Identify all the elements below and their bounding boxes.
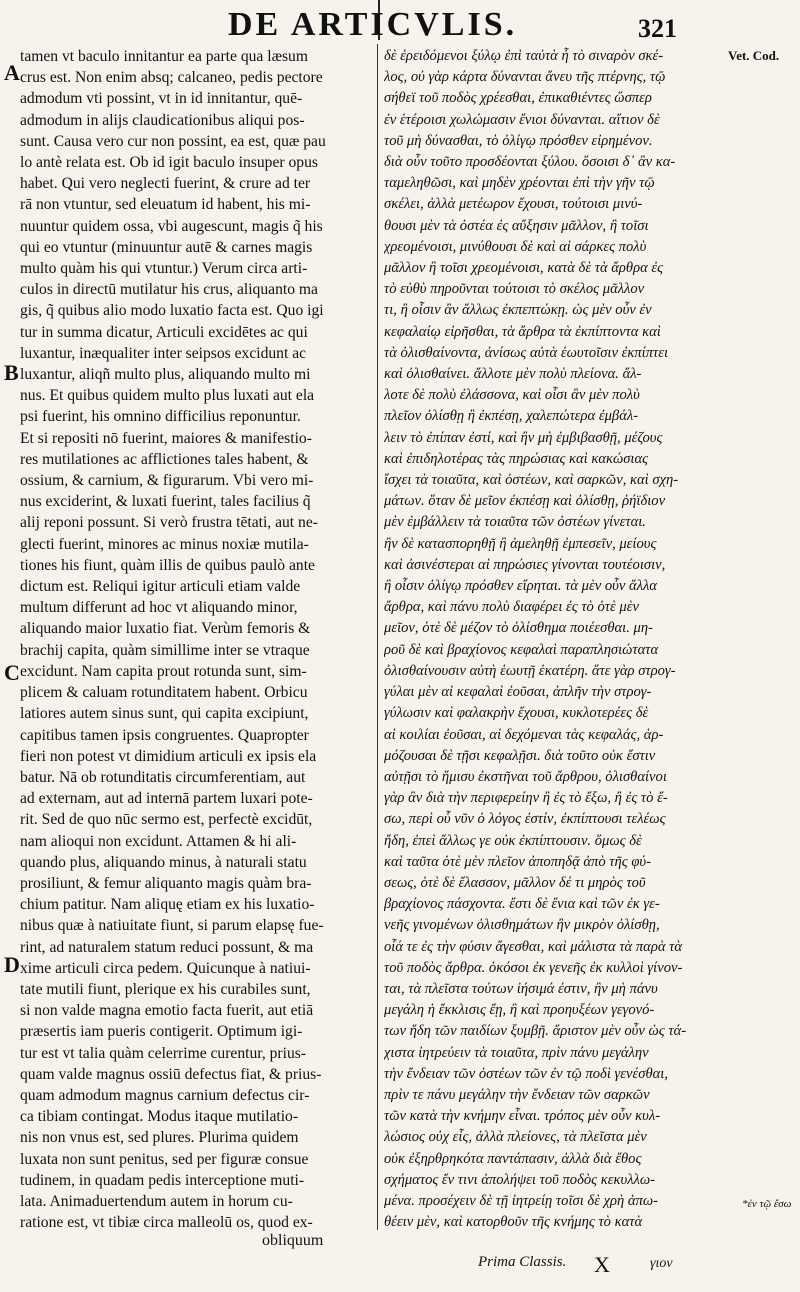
latin-text-line: quam valde magnus ossiū defectus fiat, & prius- [20,1065,322,1083]
latin-text-line: tur est vt talia quàm celerrime curentur, prius- [20,1044,307,1062]
greek-text-line: διὰ οὖν τοῦτο προσδέονται ξύλου. ὅσοισι δ᾽ ἂν κα- [384,154,676,171]
latin-text-line: culos in directū mutilatur his crus, aliquanto ma [20,281,318,299]
greek-text-line: λοτε δὲ πολὺ ἐλάσσονα, καὶ οἷσι ἂν μὲν πολὺ [384,387,640,404]
greek-text-line: κεφαλαίῳ εἰρῆσθαι, τὰ ἄρθρα τὰ ἐκπίπτοντα καὶ [384,323,661,340]
greek-text-line: ἐν ἑτέροισι χωλώμασιν ἔνιοι δύνανται. αἴτιον δὲ [384,111,660,128]
latin-text-line: nibus quæ à natiuitate fiunt, si parum elapsę fue- [20,917,324,935]
greek-text-line: λώσιος οὐχ εἷς, ἀλλὰ πλείονες, τὰ πλεῖστα μὲν [384,1129,647,1146]
greek-text-line: ἤδη, ἐπεὶ ἄλλως γε οὐκ ἐκπίπτουσιν. ὅμως δὲ [384,832,642,849]
margin-note-vet-cod: Vet. Cod. [728,48,780,63]
latin-text-line: luxantur, inæqualiter inter seipsos excidunt ac [20,344,307,362]
greek-text-line: σκέλει, ἀλλὰ μετέωρον ἔχουσι, τούτοισι μινύ- [384,196,643,213]
greek-text-line: μὲν ἐμβάλλειν τὰ τοιαῦτα τῶν ὀστέων γίνεται. [384,514,646,531]
column-divider [377,44,378,1230]
greek-text-line: τοῦ μὴ δύνασθαι, τὸ ὀλίγῳ πρόσθεν εἰρημένον. [384,132,653,149]
greek-text-line: δὲ ἐρειδόμενοι ξύλῳ ἐπὶ ταὐτὰ ἧ τὸ σιναρὸν σκέ- [384,48,664,64]
latin-text-line: fieri non potest vt dimidium articuli ex ipsis ela [20,747,317,765]
greek-text-line: σεως, ὁτὲ δὲ ἔλασσον, μᾶλλον δέ τι μηρὸς τοῦ [384,874,646,891]
greek-text-line: μόζουσαι δὲ τῇσι κεφαλῇσι. διὰ τοῦτο οὐκ ἔστιν [384,747,656,764]
greek-text-line: τὰ ὀλισθαίνοντα, ἀνίσως αὐτὰ ἑωυτοῖσιν ἐκπίπτει [384,344,669,361]
margin-note-variant: *ἐν τῷ ἔσω [742,1198,792,1210]
greek-text-line: τὴν ἔνδειαν τῶν ὀστέων τῶν ἐν τῷ ποδὶ γενέσθαι, [384,1065,669,1082]
latin-text-line: nis non vnus est, sed plures. Plurima quidem [20,1129,299,1147]
latin-text-column [20,46,372,1232]
greek-text-line: ὀλισθαίνουσιν αὐτὴ ἑωυτῇ ἑκατέρη. ἅτε γὰρ στρογ- [384,662,676,679]
latin-text-line: Et si repositi nō fuerint, maiores & manifestio- [20,429,312,447]
latin-text-line: crus est. Non enim absq; calcaneo, pedis pectore [20,69,323,87]
latin-text-line: plicem & caluam rotunditatem habent. Orbicu [20,684,308,702]
greek-text-line: οἷά τε ἐς τὴν φύσιν ἄγεσθαι, καὶ μάλιστα τὰ παρὰ τὰ [384,938,683,955]
greek-text-line: γὰρ ἂν διὰ τὴν περιφερείην ἢ ἐς τὸ ἔξω, ἢ ἐς τὸ ἔ- [384,790,668,807]
latin-text-line: ca tibiam contingat. Modus itaque mutilatio- [20,1108,299,1126]
latin-text-line: tur in summa dicatur, Articuli excidētes ac qui [20,323,308,341]
greek-text-line: πρὶν τε πάνυ μεγάλην τὴν ἔνδειαν τῶν σαρκῶν [384,1086,650,1103]
latin-text-line: nus exciderint, & luxati fuerint, tales facilius q̃ [20,493,311,511]
page-footer [0,1232,800,1292]
greek-text-line: τῶν κατὰ τὴν κνήμην εἶναι. τρόπος μὲν οὖν κυλ- [384,1108,661,1125]
signature-line: Prima Classis. [478,1254,567,1270]
greek-text-line: θέειν μὲν, καὶ κατορθοῦν τῆς κνήμης τὸ κατὰ [384,1214,643,1231]
greek-text-line: τὸ εὐθὺ πηροῦνται τούτοισι τὸ σκέλος μᾶλλον [384,281,645,298]
greek-text-line: των ἤδη τῶν παιδίων ξυμβῇ. ἄριστον μὲν οὖν ὡς τά- [384,1023,687,1040]
latin-text-line: rint, ad naturalem statum reduci possunt, & ma [20,938,314,956]
greek-text-line: χρεομένοισι, μινύθουσι δὲ καὶ αἱ σάρκες πολὺ [384,238,647,255]
latin-text-line: nus. Et quibus quidem multo plus luxati aut ela [20,387,315,405]
greek-text-line: γύλαι μὲν αἱ κεφαλαὶ ἐοῦσαι, ἁπλῆν τὴν στρογ- [384,684,652,701]
latin-text-line: dictum est. Reliqui igitur articuli etiam valde [20,578,301,596]
greek-text-line: μεῖον, ὁτὲ δὲ μέζον τὸ ὀλίσθημα ποιέεσθαι. μη- [384,620,653,637]
greek-text-column [384,46,714,1232]
greek-text-line: μᾶλλον ἢ τοῖσι χρεομένοισι, κατὰ δὲ τὰ ἄρθρα ἐς [384,260,664,277]
latin-text-line: lo antè relata est. Ob id igit baculo insuper opus [20,154,318,172]
greek-text-line: ἄρθρα, καὶ πάνυ πολὺ διαφέρει ἐς τὸ ὁτὲ μὲν [384,599,639,616]
latin-text-line: chium patitur. Nam aliquę etiam ex his luxatio- [20,896,315,914]
latin-text-line: præsertis iam pueris contigerit. Optimum igi- [20,1023,303,1041]
latin-text-line: sunt. Causa vero cur non possint, ea est, quæ pau [20,132,326,150]
greek-text-line: λειν τὸ ἐπίπαν ἐστί, καὶ ἢν μὴ ἐμβιβασθῇ, μέζους [384,429,663,446]
latin-text-line: quando plus, aliquando minus, à naturali statu [20,853,307,871]
greek-text-line: θουσι μὲν τὰ ὀστέα ἐς αὔξησιν μᾶλλον, ἢ τοῖσι [384,217,649,234]
greek-text-line: μεγάλη ἡ ἔκκλισις ἔῃ, ἢ καὶ προηυξέων γεγονό- [384,1002,655,1019]
latin-text-line: si non valde magna emotio facta fuerit, aut etiā [20,1002,314,1020]
greek-text-line: σω, περὶ οὗ νῦν ὁ λόγος ἐστίν, ἐκπίπτουσι τελέως [384,811,666,828]
latin-text-line: batur. Nā ob rotunditatis circumferentiam, aut [20,768,306,786]
greek-text-line: ταμεληθῶσι, καὶ μηδὲν χρέονται ἐπὶ τὴν γῆν τῷ [384,175,655,192]
latin-text-line: quam admodum magnus carnium defectus cir- [20,1086,310,1104]
latin-text-line: admodum vti possint, vt in id innitantur, quē- [20,90,303,108]
latin-text-line: multo quàm his qui vtuntur.) Verum circa arti- [20,260,308,278]
latin-text-line: alij reponi possunt. Si verò frustra tētati, aut ne- [20,514,318,532]
latin-text-line: luxantur, aliqñ multo plus, aliquando multo mi [20,366,311,384]
greek-text-line: γύλωσιν καὶ φαλακρὴν ἔχουσι, κυκλοτερέες δὲ [384,705,649,722]
greek-text-line: πλεῖον ὀλίσθῃ ἢ ἐκπέσῃ, χαλεπώτερα ἐμβάλ- [384,408,639,425]
latin-text-line: lata. Animaduertendum autem in horum cu- [20,1192,293,1210]
greek-text-line: τι, ἢ οἷσιν ἂν ἄλλως ἐκπεπτώκῃ. ὡς μὲν οὖν ἐν [384,302,652,319]
latin-text-line: habet. Qui vero neglecti fuerint, & crure ad ter [20,175,311,193]
greek-text-line: οὐκ ἐξηρθρηκότα παντάπασιν, ἀλλὰ διὰ ἔθος [384,1150,642,1167]
latin-text-line: excidunt. Nam capita prout rotunda sunt, sim- [20,662,307,680]
page-number: 321 [638,14,677,43]
greek-text-line: μάτων. ὅταν δὲ μεῖον ἐκπέσῃ καὶ ὀλίσθῃ, ῥήϊδιον [384,493,666,510]
greek-text-line: βραχίονος πάσχοντα. ἔστι δὲ ἔνια καὶ τῶν ἐκ γε- [384,896,660,913]
greek-text-line: ἢ οἷσιν ὀλίγῳ πρόσθεν εἴρηται. τὰ μὲν οὖν ἄλλα [384,578,657,595]
latin-text-line: ratione est, vt tibiæ circa malleolū os, quod ex- [20,1214,313,1232]
greek-text-line: αὐτῇσι τὸ ἥμισυ ἐκστῆναι τοῦ ἄρθρου, ὀλισθαίνοι [384,768,667,785]
latin-text-line: capitibus tamen ipsis congruentes. Quapropter [20,726,309,744]
greek-text-line: χιστα ἰητρεύειν τὰ τοιαῦτα, πρὶν πάνυ μεγάλην [384,1044,649,1061]
greek-text-line: μένα. προσέχειν δὲ τῇ ἰητρείῃ τοῖσι δὲ χρὴ ἀπω- [384,1192,659,1209]
greek-text-line: ροῦ δὲ καὶ βραχίονος κεφαλαὶ παραπλησιώτατα [384,641,659,658]
latin-text-line: latiores autem sinus sunt, qui capita excipiunt, [20,705,309,723]
greek-text-line: τοῦ ποδὸς ἄρθρα. ὁκόσοι ἐκ γενεῆς ἐκ κυλλοὶ γίνον- [384,959,683,976]
greek-text-line: καὶ ἀσινέστεραι αἱ πηρώσιες γίνονται τουτέοισιν, [384,556,666,573]
latin-text-line: xime articuli circa pedem. Quicunque à natiui- [20,959,311,977]
latin-text-line: tudinem, in quadam pedis interceptione muti- [20,1171,305,1189]
latin-text-line: aliquando maior luxatio fiat. Verùm femoris & [20,620,311,638]
latin-text-line: glecti fuerint, minores ac minus noxiæ mutila- [20,535,309,553]
greek-text-line: ἢν δὲ κατασπορηθῇ ἢ ἀμεληθῇ ἐμπεσεῖν, μείους [384,535,657,552]
greek-text-line: ἴσχει τὰ τοιαῦτα, καὶ ὀστέων, καὶ σαρκῶν, καὶ σχη- [384,472,679,489]
latin-text-line: tate mutili fiunt, plerique ex his curabiles sunt, [20,980,311,998]
greek-text-line: νεῆς γινομένων ὀλισθημάτων ἢν μικρὸν ὀλίσθῃ, [384,917,660,934]
greek-text-line: αἱ κοιλίαι ἐοῦσαι, αἱ δεχόμεναι τὰς κεφαλάς, ἁρ- [384,726,664,743]
latin-text-line: gis, q̃ quibus alio modo luxatio facta est. Quo igi [20,302,324,320]
margin-letter-d: D [4,952,20,977]
latin-text-line: res mutilationes ac afflictiones tales habent, & [20,450,309,468]
greek-catchword: γιον [650,1256,673,1271]
latin-text-line: tamen vt baculo innitantur ea parte qua læsum [20,48,308,65]
greek-text-line: καὶ ταῦτα ὁτὲ μὲν πλεῖον ἀποπηδᾷ ἀπὸ τῆς φύ- [384,853,651,870]
margin-letter-a: A [4,60,20,85]
latin-text-line: rit. Sed de quo nūc sermo est, perfectè excidūt, [20,811,313,829]
greek-text-line: καὶ ἐπιδηλοτέρας τὰς πηρώσιας καὶ κακώσιας [384,450,649,467]
latin-text-line: prosiliunt, & femur aliquanto magis quàm bra- [20,874,312,892]
greek-text-line: σχήματος ἔν τινι ἀπολήψει τοῦ ποδὸς κεκυλλω- [384,1171,656,1188]
margin-letter-c: C [4,660,20,685]
greek-text-line: λος, οὐ γὰρ κάρτα δύνανται ἄνευ τῆς πτέρνης, τῷ [384,69,666,86]
latin-text-line: admodum in alijs claudicationibus aliqui pos- [20,111,305,129]
latin-text-line: qui eo vtuntur (minuuntur autē & carnes magis [20,238,313,256]
latin-text-line: brachij capita, quàm simillime inter se vtraque [20,641,310,659]
margin-letter-b: B [4,360,19,385]
latin-text-line: rā non vtuntur, sed eleuatum id habent, his mi- [20,196,311,214]
running-title: DE ARTICVLIS. [228,6,518,43]
latin-text-line: tiones his fiunt, quàm illis de quibus paulò ante [20,556,315,574]
latin-text-line: multum differunt ad hoc vt aliquando minor, [20,599,298,617]
latin-text-line: ad externam, aut ad internā partem luxari pote- [20,790,313,808]
latin-catchword: obliquum [262,1232,324,1249]
signature-mark: X [594,1252,610,1277]
latin-text-line: ossium, & carnium, & figurarum. Vbi vero mi- [20,472,314,490]
greek-text-line: καὶ ὀλισθαίνει. ἄλλοτε μὲν πολὺ πλείονα. ἄλ- [384,366,642,383]
greek-text-line: σήθεϊ τοῦ ποδὸς χρέεσθαι, ἐπικαθιέντες ὥσπερ [384,90,652,107]
latin-text-line: psi fuerint, his omnino difficilius reponuntur. [20,408,301,426]
page-header [0,0,800,50]
greek-text-line: ται, τὰ πλεῖστα τούτων ἰήσιμά ἐστιν, ἢν μὴ πάνυ [384,980,658,997]
latin-text-line: luxata non sunt penitus, sed per figuræ consue [20,1150,309,1168]
latin-text-line: nam alioqui non excidunt. Attamen & hi ali- [20,832,297,850]
latin-text-line: nuuntur quidem ossa, vbi augescunt, magis q̃ his [20,217,323,235]
